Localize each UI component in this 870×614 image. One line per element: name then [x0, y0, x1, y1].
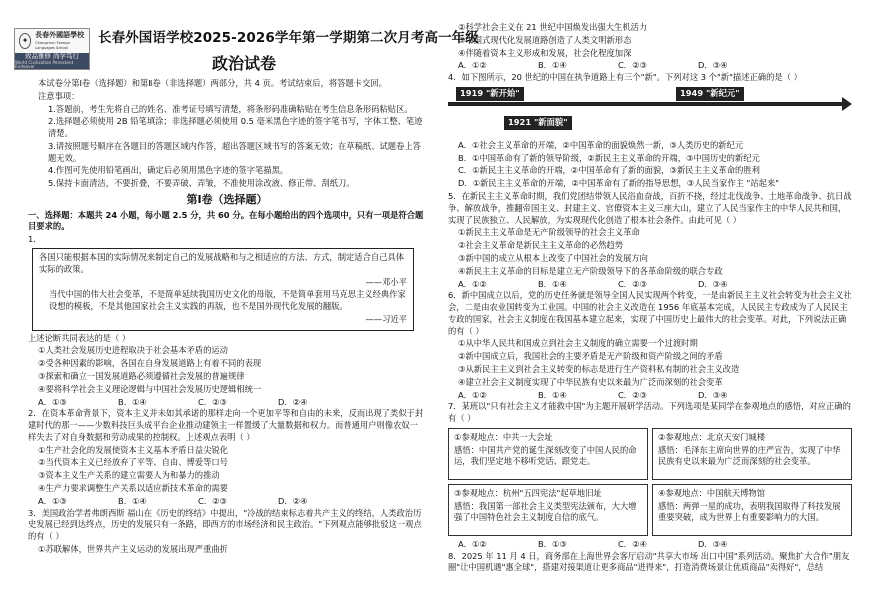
q5-choice-d[interactable]: D．③④ — [698, 278, 728, 289]
q3-choice-a[interactable]: A．①② — [458, 60, 487, 71]
timeline-1921: 1921 "新面貌" — [504, 116, 572, 130]
q7-cell-place: ②参观地点：北京天安门城楼 — [658, 431, 766, 442]
q5-opt-1: ①新民主主义革命是无产阶级领导的社会主义革命 — [458, 227, 640, 238]
q6-opt-1: ①从中华人民共和国成立到社会主义制度的确立需要一个过渡时期 — [458, 338, 698, 349]
q2-choices — [28, 496, 426, 508]
q3-opt-2: ②科学社会主义在 21 世纪中国焕发出强大生机活力 — [458, 22, 648, 32]
logo-cn: 長春外國語學校 — [35, 30, 85, 39]
q4-opt-d[interactable]: D．①新民主主义革命的开端，②中国革命有了新的指导思想，③人民当家作主 "站起来" — [458, 178, 780, 189]
logo-en: Changchun Foreign Languages School — [35, 40, 70, 50]
q7-grid — [448, 428, 852, 536]
q7-cell-3 — [448, 484, 648, 536]
q7-cell-1 — [448, 428, 648, 480]
q1-stem: 上述论断共同表达的是（ ） — [28, 332, 131, 343]
q1-quote-box — [32, 248, 414, 331]
q1-opt-3: ③探索和确立一国发展道路必须遵循社会发展的普遍规律 — [38, 371, 245, 382]
q7-cell-4 — [652, 484, 852, 536]
q7-cell-text: 感悟：毛泽东主席向世界的庄严宣告，实现了中华民族有史以来最为广泛而深刻的社会变革。 — [658, 444, 841, 467]
q3-choice-c[interactable]: C．②③ — [618, 60, 647, 71]
q3-stem: 3．美国政治学者弗朗西斯 福山在《历史的终结》中提出，"冷战的结束标志着共产主义的终结，人类政治历史发展已经到达终点，历史的发展只有一条路，即西方的市场经济和民主政治。"下列观点能够批驳这一观点的有（ ） — [28, 507, 422, 542]
q7-cell-place: ③参观地点：杭州"五四宪法"起草地旧址 — [454, 487, 602, 498]
q1-choice-c[interactable]: C．②③ — [198, 396, 227, 407]
intro-line: 本试卷分第Ⅰ卷（选择题）和第Ⅱ卷（非选择题）两部分，共 4 页。考试结束后，将答题卡交回。 — [38, 78, 387, 88]
note-3: 3.请按照题号顺序在各题目的答题区域内作答，超出答题区域书写的答案无效；在草稿纸、试题卷上答题无效。 — [48, 140, 421, 163]
q7-choice-d[interactable]: D．③④ — [698, 538, 728, 549]
q3-opt-1: ①苏联解体，世界共产主义运动的发展出现严重曲折 — [38, 543, 228, 554]
q1-sig1: ——邓小平 — [365, 276, 407, 287]
q4-opt-b[interactable]: B．①中国革命有了新的领导阶级，②新民主主义革命的开端，③中国历史的新纪元 — [458, 152, 760, 163]
q6-choices — [448, 390, 852, 402]
q2-opt-4: ④生产力要求调整生产关系以适应新技术革命的需要 — [38, 483, 228, 494]
q6-stem: 6．新中国成立以后，党的历史任务就是领导全国人民实现两个转变，一是由新民主主义社会转变为社会主义社会，二是由农业国转变为工业国。中国的社会主义改造在 1956 年底基本完成，人民民主专政成为了人民民主专政的国家，社会主义制度在我国基本建立起来，实现了中国历史上最伟大的社会变革。对此，下列说法正确的有（ ） — [448, 290, 852, 336]
q5-choice-a[interactable]: A．①② — [458, 278, 487, 289]
q5-choice-c[interactable]: C．②③ — [618, 278, 647, 289]
q7-cell-place: ④参观地点：中国航天博物馆 — [658, 487, 766, 498]
exam-subject: 政治试卷 — [212, 54, 277, 73]
section-instruction: 一、选择题：本题共 24 小题，每小题 2.5 分，共 60 分。在每小题给出的四个选项中，只有一项是符合题目要求的。 — [28, 209, 424, 232]
q7-cell-place: ①参观地点：中共一大会址 — [454, 431, 553, 442]
q1-quote2: 当代中国的伟大社会变革，不是简单延续我国历史文化的母版，不是简单套用马克思主义经典作家设想的模板，不是其他国家社会主义实践的再版，也不是国外现代化发展的翻版。 — [49, 289, 406, 312]
q2-stem: 2．在资本革命背景下，资本主义并未如其承诺的那样走向一个更加平等和自由的未来，反而出现了类似于封建时代的那一——少数科技巨头成平台企业推动建领主一样置缓了大量数据和权力。而普通用户则像农奴一样失去了对自身数据和劳动成果的控制权。上述观点表明（ ） — [28, 408, 424, 442]
q6-choice-d[interactable]: D．③④ — [698, 389, 728, 400]
q7-choices — [448, 539, 852, 551]
q3-choices — [448, 60, 852, 72]
q7-cell-text: 感悟：中国共产党的诞生深刻改变了中国人民的命运，我们坚定地不移听党话、跟党走。 — [454, 444, 637, 467]
q5-choice-b[interactable]: B．①④ — [538, 278, 567, 289]
q1-opt-1: ①人类社会发展历史进程取决于社会基本矛盾的运动 — [38, 345, 228, 356]
logo-motto: 致品雅修 尚学笃行 — [24, 52, 80, 61]
q1-choice-d[interactable]: D．②④ — [278, 396, 308, 407]
q2-opt-1: ①生产社会化的发展使资本主义基本矛盾日益尖锐化 — [38, 444, 228, 455]
q3-choice-b[interactable]: B．①④ — [538, 60, 567, 71]
q7-cell-text: 感悟：两弹一星的成功，表明我国取得了科技发展重要突破，成为世界上有重要影响力的大国。 — [658, 500, 841, 523]
timeline-1949: 1949 "新纪元" — [676, 87, 744, 101]
q6-opt-2: ②新中国成立后，我国社会的主要矛盾是无产阶级和资产阶级之间的矛盾 — [458, 351, 723, 362]
timeline-arrow-icon — [842, 97, 852, 111]
q3-opt-4: ④伴随着资本主义形成和发展，社会化程度加深 — [458, 47, 632, 58]
q2-opt-3: ③资本主义生产关系的建立需要人为和暴力的推动 — [38, 470, 220, 481]
q3-choice-d[interactable]: D．③④ — [698, 60, 728, 71]
q7-cell-2 — [652, 428, 852, 480]
q4-opt-a[interactable]: A．①社会主义革命的开端，②中国革命的面貌焕然一新，③人类历史的新纪元 — [458, 139, 744, 150]
q1-quote1: 各国只能根据本国的实际情况来制定自己的发展战略和与之相适应的方法、方式，制定适合自己具体实际的政策。 — [39, 251, 405, 274]
q1-sig2: ——习近平 — [365, 313, 407, 324]
q4-stem: 4．如下图所示，20 世纪的中国在执争道路上有三个"新"。下列对这 3 个"新"描述正确的是（ ） — [448, 72, 802, 83]
q6-opt-3: ③从新民主主义到社会主义转变的标志是进行生产资料私有制的社会主义改造 — [458, 363, 740, 374]
notice-title: 注意事项： — [38, 90, 80, 101]
q1-choice-b[interactable]: B．①④ — [118, 396, 147, 407]
q3-opt-3: ③中国式现代化发展道路创造了人类文明新形态 — [458, 34, 632, 45]
q4-opt-c[interactable]: C．①新民主主义革命的开端，②中国革命有了新的面貌，③新民主主义革命的胜利 — [458, 165, 760, 176]
q7-cell-text: 感悟：我国第一部社会主义类型宪法颁布，大大增强了中国特色社会主义制度自信的底气。 — [454, 500, 637, 523]
q5-stem: 5．在新民主主义革命时期，我们党团结带领人民浴血奋战，百折不挠，经过北伐战争、土地革命战争、抗日战争、解放战争，推翻帝国主义、封建主义、官僚资本主义三座大山，建立了人民当家作主的中华人民共和国，实现了民族独立、人民解放，为实现现代化创造了根本社会条件。由此可见（ ） — [448, 191, 852, 225]
q1-opt-4: ④要将科学社会主义理论逻辑与中国社会发展历史逻辑相统一 — [38, 383, 262, 394]
q6-opt-4: ④建立社会主义制度实现了中华民族有史以来最为广泛而深刻的社会变革 — [458, 376, 723, 387]
q7-choice-c[interactable]: C．②④ — [618, 538, 647, 549]
q2-choice-c[interactable]: C．②③ — [198, 495, 227, 506]
q1-number: 1． — [28, 234, 42, 245]
q6-choice-b[interactable]: B．①④ — [538, 389, 567, 400]
timeline-1919: 1919 "新开始" — [456, 87, 524, 101]
section-title: 第Ⅰ卷（选择题） — [186, 193, 268, 207]
q1-choices — [28, 397, 426, 409]
q1-choice-a[interactable]: A．①③ — [38, 396, 67, 407]
q7-choice-a[interactable]: A．①② — [458, 538, 487, 549]
q2-opt-2: ②当代资本主义已经放弃了平等、自由、博爱等口号 — [38, 457, 228, 468]
q7-stem: 7．某班以"只有社会主义才能救中国"为主题开展研学活动。下列选项是某同学在参观地点的感悟，对应正确的有（ ） — [448, 401, 851, 424]
left-column — [28, 78, 426, 557]
q1-opt-2: ②受各种因素的影响，各国在自身发展道路上有着不同的表现 — [38, 358, 262, 369]
q8-stem: 8．2025 年 11 月 4 日，商务部在上海世界会客厅启动"共享大市场 出口中国"系列活动。聚焦扩大合作"朋友圈"让中国机遇"惠全球"，搭建对接渠道让更多商品"进得来"，打造消费场景让优质商品"卖得好"，总结 — [448, 550, 850, 573]
q2-choice-b[interactable]: B．①④ — [118, 495, 147, 506]
right-column — [448, 22, 852, 575]
note-4: 4.作图可先使用铅笔画出，确定后必须用黑色字迹的签字笔描黑。 — [48, 165, 289, 176]
timeline-axis — [448, 102, 846, 106]
school-logo — [14, 28, 90, 70]
q5-opt-4: ④新民主主义革命的目标是建立无产阶级领导下的各革命阶级的联合专政 — [458, 265, 723, 276]
school-crest-icon: ✦ — [19, 33, 31, 49]
q7-choice-b[interactable]: B．①③ — [538, 538, 567, 549]
q5-opt-3: ③新中国的成立从根本上改变了中国社会的发展方向 — [458, 252, 648, 263]
q5-opt-2: ②社会主义革命是新民主主义革命的必然趋势 — [458, 240, 624, 251]
note-2: 2.选择题必须使用 2B 铅笔填涂；非选择题必须使用 0.5 毫米黑色字迹的签字笔书写，字体工整、笔迹清楚。 — [48, 116, 423, 139]
q6-choice-c[interactable]: C．②③ — [618, 389, 647, 400]
note-5: 5.保持卡面清洁，不要折叠，不要弄破、弄皱，不准使用涂改液、修正带、刮纸刀。 — [48, 178, 355, 189]
q4-timeline — [448, 86, 852, 138]
note-1: 1.答题前，考生先将自己的姓名、准考证号填写清楚，将条形码准确粘贴在考生信息条形码粘贴区。 — [48, 103, 413, 114]
q2-choice-a[interactable]: A．①③ — [38, 495, 67, 506]
q2-choice-d[interactable]: D．②④ — [278, 495, 308, 506]
logo-motto-en: World Civilization Persistent Endeavor — [15, 59, 74, 69]
exam-title: 长春外国语学校2025-2026学年第一学期第二次月考高一年级 — [98, 30, 479, 46]
q5-choices — [448, 279, 852, 291]
q6-choice-a[interactable]: A．①② — [458, 389, 487, 400]
